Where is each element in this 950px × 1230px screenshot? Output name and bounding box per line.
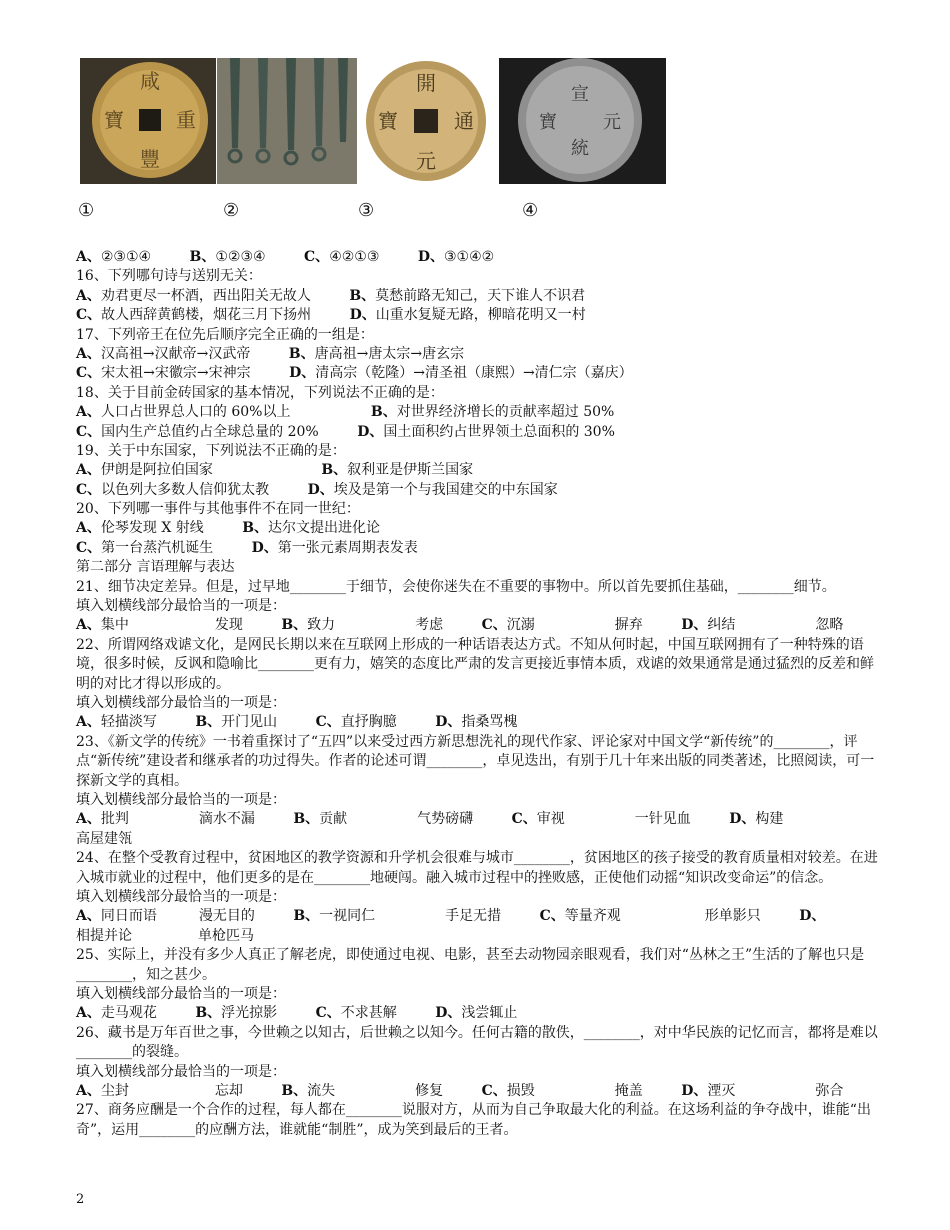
option-letter: A、	[76, 1083, 101, 1099]
option-text: 气势磅礴	[417, 811, 474, 828]
q24-options	[76, 907, 884, 926]
option-letter: A、	[76, 1005, 101, 1022]
q25-stem: 25、实际上，并没有多少人真正了解老虎，即使通过电视、电影，甚至去动物园亲眼观看，我们对“丛林之王”生活的了解也只是________，知之甚少。	[76, 947, 865, 983]
option-text: 相提并论	[76, 927, 132, 944]
option-text: 批判	[100, 811, 129, 828]
q23-options	[76, 810, 884, 829]
q17-options-cd	[76, 364, 884, 383]
option-letter: D、	[435, 1005, 462, 1022]
q24-option-d-cont	[76, 927, 884, 946]
q24-stem: 24、在整个受教育过程中，贫困地区的教学资源和升学机会很难与城市________，贫困地区的孩子接受的教育质量相对较差。在进入城市就业的过程中，他们更多的是在________地硬闯。融入城市过程中的挫败感，正使他们动摇“知识改变命运”的信念。	[76, 850, 878, 886]
q20-options-ab	[76, 519, 884, 538]
svg-text:重: 重	[176, 108, 196, 132]
option-text: 等量齐观	[564, 908, 621, 925]
q16-options-ab	[76, 287, 884, 306]
option-text: 第一张元素周期表发表	[277, 539, 418, 556]
svg-text:豐: 豐	[140, 147, 160, 171]
option-letter: C、	[315, 1005, 341, 1022]
q26-options	[76, 1082, 884, 1101]
option-text: 纠结	[707, 617, 736, 634]
q18-options-cd	[76, 423, 884, 442]
coin-1-image	[80, 58, 216, 184]
option-letter: C、	[539, 908, 565, 925]
option-text: 考虑	[415, 617, 444, 634]
option-text: 手足无措	[445, 908, 502, 925]
q26-stem: 26、藏书是万年百世之事，今世赖之以知古，后世赖之以知今。任何古籍的散佚，________，对中华民族的记忆而言，都将是难以________的裂缝。	[76, 1024, 878, 1061]
option-text: 滴水不漏	[198, 811, 255, 828]
svg-text:咸: 咸	[140, 69, 160, 93]
option-letter: B、	[281, 617, 308, 634]
option-text: 修复	[415, 1083, 444, 1099]
option-text: 损毁	[506, 1083, 535, 1099]
option-text: 山重水复疑无路，柳暗花明又一村	[375, 307, 586, 324]
option-text: 国土面积约占世界领土总面积的 30%	[383, 423, 615, 440]
option-text: 故人西辞黄鹤楼，烟花三月下扬州	[101, 307, 312, 324]
option-text: 浮光掠影	[221, 1005, 278, 1022]
option-text: 一视同仁	[319, 908, 376, 925]
option-text: 集中	[100, 617, 129, 634]
q19-options-cd	[76, 481, 884, 500]
option-text: 轻描淡写	[100, 714, 157, 731]
svg-text:寶: 寶	[104, 108, 124, 132]
svg-text:元: 元	[416, 149, 436, 173]
option-letter: C、	[76, 307, 102, 324]
q22-stem: 22、所谓网络戏谑文化，是网民长期以来在互联网上形成的一种话语表达方式。不知从何时起，中国互联网拥有了一种特殊的语境，很多时候，反讽和隐喻比________更有力，嬉笑的态度比严肃的发言更接近事情本质，戏谑的效果通常是通过猛烈的反差和鲜明的对比才得以形成的。	[76, 636, 874, 692]
option-text: 走马观花	[100, 1005, 157, 1022]
option-text: 汉高祖→汉献帝→汉武帝	[100, 345, 251, 362]
option-text: 尘封	[100, 1083, 129, 1099]
svg-text:統: 統	[571, 138, 589, 159]
option-letter: A、	[76, 404, 101, 421]
option-text: 劝君更尽一杯酒，西出阳关无故人	[100, 287, 311, 304]
option-letter: B、	[321, 462, 348, 479]
option-text: 同日而语	[100, 908, 157, 925]
coin-label-4: ④	[522, 200, 539, 221]
q16-options-cd	[76, 306, 884, 325]
q25-options	[76, 1004, 884, 1023]
q22-options	[76, 713, 884, 732]
option-text: 审视	[536, 811, 565, 828]
option-letter: D、	[417, 249, 444, 265]
option-text: 沉溺	[506, 617, 535, 634]
option-text: 第一台蒸汽机诞生	[101, 539, 214, 556]
q19-stem: 19、关于中东国家，下列说法不正确的是：	[76, 442, 346, 459]
option-letter: D、	[349, 307, 376, 324]
option-letter: A、	[76, 617, 101, 634]
option-letter: A、	[76, 908, 101, 925]
option-letter: A、	[76, 714, 101, 731]
coin-3-image	[358, 58, 498, 184]
q17-options-ab	[76, 345, 884, 364]
q18-options-ab	[76, 403, 884, 422]
q18-stem: 18、关于目前金砖国家的基本情况，下列说法不正确的是：	[76, 384, 444, 401]
coin-label-3: ③	[358, 200, 375, 221]
option-letter: D、	[307, 481, 334, 498]
question-content	[76, 248, 884, 1140]
option-letter: A、	[76, 520, 101, 537]
option-text: 清高宗（乾隆）→清圣祖（康熙）→清仁宗（嘉庆）	[315, 365, 633, 382]
option-text: 宋太祖→宋徽宗→宋神宗	[101, 365, 251, 382]
option-text: 指桑骂槐	[461, 714, 518, 731]
option-letter: B、	[293, 811, 320, 828]
option-text: 不求甚解	[340, 1005, 397, 1022]
option-letter: D、	[251, 539, 278, 556]
option-text: 伊朗是阿拉伯国家	[100, 462, 213, 479]
option-letter: B、	[195, 1005, 222, 1022]
option-letter: A、	[76, 811, 101, 828]
option-letter: B、	[288, 345, 315, 362]
q19-options-ab	[76, 461, 884, 480]
option-text: 忽略	[815, 617, 844, 634]
option-text: 以色列大多数人信仰犹太教	[101, 481, 270, 498]
fill-prompt: 填入划横线部分最恰当的一项是：	[76, 986, 286, 1003]
option-text: ②③①④	[100, 249, 152, 265]
option-letter: A、	[76, 249, 101, 265]
svg-text:元: 元	[603, 112, 621, 133]
option-letter: C、	[304, 249, 330, 265]
option-letter: B、	[189, 249, 216, 265]
fill-prompt: 填入划横线部分最恰当的一项是：	[76, 598, 286, 615]
q23-option-d-cont: 高屋建瓴	[76, 830, 132, 847]
q20-stem: 20、下列哪一事件与其他事件不在同一世纪：	[76, 501, 360, 518]
option-text: 叙利亚是伊斯兰国家	[347, 462, 474, 479]
option-text: 湮灭	[707, 1083, 736, 1099]
section-heading: 第二部分 言语理解与表达	[76, 559, 235, 576]
fill-prompt: 填入划横线部分最恰当的一项是：	[76, 792, 286, 809]
option-letter: C、	[315, 714, 341, 731]
option-text: 浅尝辄止	[461, 1005, 518, 1022]
option-letter: A、	[76, 287, 101, 304]
q20-options-cd	[76, 539, 884, 558]
option-text: 发现	[214, 617, 243, 634]
option-text: 伦琴发现 X 射线	[100, 520, 204, 537]
option-text: 埃及是第一个与我国建交的中东国家	[333, 481, 558, 498]
option-letter: D、	[289, 365, 316, 382]
option-letter: D、	[681, 1083, 708, 1099]
svg-text:寶: 寶	[539, 112, 557, 133]
option-text: 形单影只	[704, 908, 761, 925]
option-text: 构建	[755, 811, 784, 828]
coin-label-2: ②	[223, 200, 240, 221]
option-text: 一针见血	[634, 811, 691, 828]
option-letter: B、	[293, 908, 320, 925]
option-letter: D、	[357, 423, 384, 440]
q21-options	[76, 616, 884, 635]
option-text: ④②①③	[329, 249, 380, 265]
coin-4-image	[499, 58, 666, 184]
option-letter: B、	[370, 404, 397, 421]
option-text: 掩盖	[614, 1083, 643, 1099]
option-text: 人口占世界总人口的 60%以上	[100, 404, 291, 421]
option-text: 对世界经济增长的贡献率超过 50%	[396, 404, 615, 421]
option-letter: A、	[76, 345, 101, 362]
option-text: 直抒胸臆	[340, 714, 397, 731]
q21-stem: 21、细节决定差异。但是，过早地________于细节，会使你迷失在不重要的事物中。所以首先要抓住基础，________细节。	[76, 578, 836, 595]
q15-options	[76, 248, 884, 267]
option-text: 莫愁前路无知己，天下谁人不识君	[375, 287, 586, 304]
option-text: 单枪匹马	[198, 927, 254, 944]
option-letter: C、	[481, 1083, 507, 1099]
option-letter: B、	[195, 714, 222, 731]
option-text: 达尔文提出进化论	[268, 520, 381, 537]
option-text: 弥合	[815, 1083, 844, 1099]
fill-prompt: 填入划横线部分最恰当的一项是：	[76, 889, 286, 906]
option-letter: D、	[435, 714, 462, 731]
q17-stem: 17、下列帝王在位先后顺序完全正确的一组是：	[76, 326, 374, 343]
option-text: 开门见山	[221, 714, 278, 731]
option-letter: B、	[281, 1083, 308, 1099]
svg-text:開: 開	[416, 71, 436, 95]
option-letter: C、	[76, 423, 102, 440]
option-letter: C、	[76, 539, 102, 556]
coin-2-image	[217, 58, 357, 184]
option-letter: C、	[76, 365, 102, 382]
option-letter: C、	[76, 481, 102, 498]
option-text: 忘却	[214, 1083, 243, 1099]
svg-text:通: 通	[454, 109, 474, 133]
coin-label-1: ①	[78, 200, 95, 221]
svg-text:寶: 寶	[378, 109, 398, 133]
option-text: 摒弃	[614, 617, 643, 634]
q16-stem: 16、下列哪句诗与送别无关：	[76, 268, 262, 285]
option-letter: D、	[681, 617, 708, 634]
page-number: 2	[76, 1192, 85, 1207]
option-letter: A、	[76, 462, 101, 479]
option-text: 流失	[307, 1083, 336, 1099]
option-text: 唐高祖→唐太宗→唐玄宗	[314, 345, 465, 362]
option-text: ③①④②	[443, 249, 495, 265]
option-letter: B、	[349, 287, 376, 304]
option-text: ①②③④	[215, 249, 266, 265]
option-text: 贡献	[319, 811, 348, 828]
q23-stem: 23、《新文学的传统》一书着重探讨了“五四”以来受过西方新思想洗礼的现代作家、评论家对中国文学“新传统”的________，评点“新传统”建设者和继承者的功过得失。作者的论述可谓________，卓见迭出，有别于几十年来出版的同类著述，比照阅读，可一探新文学的真相。	[76, 733, 875, 789]
option-letter: B、	[242, 520, 269, 537]
fill-prompt: 填入划横线部分最恰当的一项是：	[76, 1063, 286, 1080]
option-letter: D、	[799, 908, 826, 925]
q27-stem: 27、商务应酬是一个合作的过程，每人都在________说服对方，从而为自己争取最大化的利益。在这场利益的争夺战中，谁能“出奇”，运用________的应酬方法，谁就能“制胜”，成为笑到最后的王者。	[76, 1102, 871, 1138]
option-text: 国内生产总值约占全球总量的 20%	[101, 423, 319, 440]
option-text: 漫无目的	[198, 908, 255, 925]
fill-prompt: 填入划横线部分最恰当的一项是：	[76, 695, 286, 712]
option-letter: C、	[511, 811, 537, 828]
svg-text:宣: 宣	[571, 84, 589, 105]
coin-images-strip	[80, 58, 666, 184]
option-text: 致力	[307, 617, 336, 634]
option-letter: D、	[729, 811, 756, 828]
option-letter: C、	[481, 617, 507, 634]
